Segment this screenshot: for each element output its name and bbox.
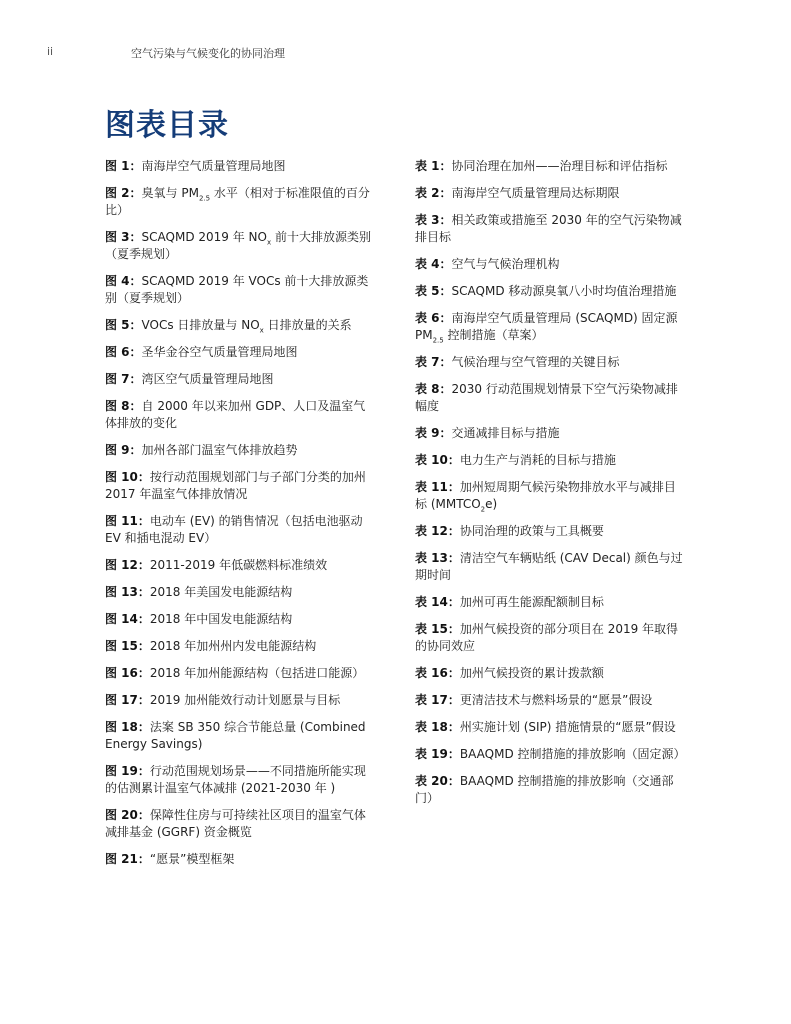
- figure-entry-text: SCAQMD 2019 年 NO: [141, 230, 267, 244]
- table-entry[interactable]: [415, 621, 687, 655]
- figure-entry[interactable]: [105, 807, 377, 841]
- figure-list: [105, 158, 377, 878]
- table-entry-label: 表 4：: [415, 257, 452, 271]
- figure-entry[interactable]: [105, 229, 377, 263]
- figure-entry-text: 2019 加州能效行动计划愿景与目标: [149, 693, 341, 707]
- figure-entry-text: 保障性住房与可持续社区项目的温室气体减排基金 (GGRF) 资金概览: [105, 808, 366, 839]
- table-entry-subscript: 2.5: [432, 336, 444, 345]
- table-list: [415, 158, 687, 817]
- figure-entry-text: VOCs 日排放量与 NO: [141, 318, 260, 332]
- table-entry-text: 州实施计划 (SIP) 措施情景的“愿景”假设: [459, 720, 676, 734]
- figure-entry-text: 2018 年中国发电能源结构: [149, 612, 293, 626]
- figure-entry-label: 图 4：: [105, 274, 142, 288]
- table-entry-label: 表 19：: [415, 747, 460, 761]
- figure-entry[interactable]: [105, 638, 377, 655]
- figure-entry-text: 自 2000 年以来加州 GDP、人口及温室气体排放的变化: [105, 399, 366, 430]
- figure-entry-text-continued: 前十大排放源类别（夏季规划）: [105, 230, 371, 261]
- figure-entry-label: 图 18：: [105, 720, 150, 734]
- table-entry-text: 空气与气候治理机构: [451, 257, 560, 271]
- figure-entry-subscript: x: [259, 326, 264, 335]
- table-entry-label: 表 20：: [415, 774, 460, 788]
- figure-entry-text: 行动范围规划场景——不同措施所能实现的估测累计温室气体减排 (2021-2030 年 ): [105, 764, 366, 795]
- page-header: [0, 45, 791, 61]
- table-entry[interactable]: [415, 452, 687, 469]
- table-entry-text: 加州短周期气候污染物排放水平与减排目标 (MMTCO: [415, 480, 676, 511]
- table-entry-text: 清洁空气车辆贴纸 (CAV Decal) 颜色与过期时间: [415, 551, 683, 582]
- figure-entry-text-continued: 日排放量的关系: [263, 318, 352, 332]
- table-entry-label: 表 9：: [415, 426, 452, 440]
- table-entry[interactable]: [415, 479, 687, 513]
- figure-entry[interactable]: [105, 398, 377, 432]
- figure-entry-text: 按行动范围规划部门与子部门分类的加州 2017 年温室气体排放情况: [105, 470, 366, 501]
- figure-entry[interactable]: [105, 344, 377, 361]
- table-entry-text: 协同治理的政策与工具概要: [459, 524, 604, 538]
- figure-entry-label: 图 8：: [105, 399, 142, 413]
- table-entry-text: 2030 行动范围规划情景下空气污染物减排幅度: [415, 382, 678, 413]
- table-entry[interactable]: [415, 354, 687, 371]
- table-entry-text: SCAQMD 移动源臭氧八小时均值治理措施: [451, 284, 677, 298]
- table-entry[interactable]: [415, 550, 687, 584]
- table-entry-text: 交通减排目标与措施: [451, 426, 560, 440]
- figure-entry-text: 臭氧与 PM: [141, 186, 199, 200]
- figure-entry-subscript: 2.5: [198, 194, 211, 203]
- figure-entry-label: 图 19：: [105, 764, 150, 778]
- table-entry-label: 表 10：: [415, 453, 460, 467]
- table-entry[interactable]: [415, 692, 687, 709]
- figure-entry[interactable]: [105, 692, 377, 709]
- figure-entry-text: 加州各部门温室气体排放趋势: [141, 443, 298, 457]
- table-entry[interactable]: [415, 185, 687, 202]
- figure-entry-label: 图 7：: [105, 372, 142, 386]
- figure-entry[interactable]: [105, 584, 377, 601]
- figure-entry-text: SCAQMD 2019 年 VOCs 前十大排放源类别（夏季规划）: [105, 274, 369, 305]
- figure-entry-label: 图 3：: [105, 230, 142, 244]
- table-entry-text: BAAQMD 控制措施的排放影响（固定源）: [459, 747, 686, 761]
- figure-entry-label: 图 5：: [105, 318, 142, 332]
- figure-entry-subscript: x: [266, 238, 272, 247]
- figure-entry-label: 图 11：: [105, 514, 150, 528]
- table-entry[interactable]: [415, 425, 687, 442]
- figure-entry[interactable]: [105, 158, 377, 175]
- figure-entry[interactable]: [105, 763, 377, 797]
- figure-entry-text: 法案 SB 350 综合节能总量 (Combined Energy Savings): [105, 720, 366, 751]
- table-entry-label: 表 15：: [415, 622, 460, 636]
- table-entry-label: 表 18：: [415, 720, 460, 734]
- table-entry-text: 气候治理与空气管理的关键目标: [451, 355, 620, 369]
- table-entry-text: 更清洁技术与燃料场景的“愿景”假设: [459, 693, 653, 707]
- table-entry[interactable]: [415, 381, 687, 415]
- figure-entry-label: 图 10：: [105, 470, 150, 484]
- figure-entry-text: 圣华金谷空气质量管理局地图: [141, 345, 298, 359]
- figure-entry-label: 图 2：: [105, 186, 142, 200]
- page-number: ii: [47, 45, 54, 58]
- table-entry-label: 表 7：: [415, 355, 452, 369]
- table-entry-text: 协同治理在加州——治理目标和评估指标: [451, 159, 668, 173]
- table-entry-label: 表 17：: [415, 693, 460, 707]
- figure-entry-text: 2018 年加州州内发电能源结构: [149, 639, 317, 653]
- table-entry-text: 电力生产与消耗的目标与措施: [459, 453, 616, 467]
- running-title: 空气污染与气候变化的协同治理: [131, 47, 285, 60]
- figure-entry-label: 图 14：: [105, 612, 150, 626]
- table-entry[interactable]: [415, 256, 687, 273]
- page-title: 图表目录: [105, 108, 229, 143]
- figure-entry[interactable]: [105, 317, 377, 334]
- figure-entry-label: 图 1：: [105, 159, 142, 173]
- table-entry[interactable]: [415, 665, 687, 682]
- figure-entry[interactable]: [105, 185, 377, 219]
- table-entry-text: 加州可再生能源配额制目标: [459, 595, 604, 609]
- figure-entry-text: “愿景”模型框架: [149, 852, 235, 866]
- figure-entry[interactable]: [105, 469, 377, 503]
- table-entry[interactable]: [415, 283, 687, 300]
- table-entry[interactable]: [415, 594, 687, 611]
- table-entry-text: 加州气候投资的部分项目在 2019 年取得的协同效应: [415, 622, 679, 653]
- figure-entry-text: 2018 年加州能源结构（包括进口能源）: [149, 666, 365, 680]
- figure-entry-text: 电动车 (EV) 的销售情况（包括电池驱动 EV 和插电混动 EV）: [105, 514, 363, 545]
- figure-entry[interactable]: [105, 665, 377, 682]
- figure-entry[interactable]: [105, 371, 377, 388]
- figure-entry-label: 图 15：: [105, 639, 150, 653]
- figure-entry-label: 图 6：: [105, 345, 142, 359]
- figure-entry[interactable]: [105, 442, 377, 459]
- figure-entry[interactable]: [105, 719, 377, 753]
- table-entry-text-continued: 控制措施（草案）: [443, 328, 544, 342]
- figure-entry-text: 2011-2019 年低碳燃料标准绩效: [149, 558, 328, 572]
- table-entry-text: 南海岸空气质量管理局达标期限: [451, 186, 620, 200]
- table-entry-text: 加州气候投资的累计拨款额: [459, 666, 604, 680]
- figure-entry[interactable]: [105, 513, 377, 547]
- table-entry-label: 表 11：: [415, 480, 460, 494]
- figure-entry-label: 图 9：: [105, 443, 142, 457]
- table-entry-text: 相关政策或措施至 2030 年的空气污染物减排目标: [415, 213, 682, 244]
- table-entry-label: 表 12：: [415, 524, 460, 538]
- figure-entry[interactable]: [105, 557, 377, 574]
- table-entry[interactable]: [415, 523, 687, 540]
- table-entry-text-continued: e): [485, 497, 498, 511]
- table-entry[interactable]: [415, 746, 687, 763]
- table-entry-label: 表 6：: [415, 311, 452, 325]
- figure-entry-text: 南海岸空气质量管理局地图: [141, 159, 286, 173]
- table-entry-label: 表 2：: [415, 186, 452, 200]
- table-entry[interactable]: [415, 310, 687, 344]
- table-entry-label: 表 16：: [415, 666, 460, 680]
- figure-entry[interactable]: [105, 611, 377, 628]
- figure-entry-label: 图 13：: [105, 585, 150, 599]
- figure-entry-text: 2018 年美国发电能源结构: [149, 585, 293, 599]
- table-entry-label: 表 8：: [415, 382, 452, 396]
- figure-entry-label: 图 21：: [105, 852, 150, 866]
- table-entry[interactable]: [415, 719, 687, 736]
- table-entry-label: 表 5：: [415, 284, 452, 298]
- figure-entry[interactable]: [105, 851, 377, 868]
- table-entry-text: BAAQMD 控制措施的排放影响（交通部门）: [415, 774, 674, 805]
- figure-entry-label: 图 20：: [105, 808, 150, 822]
- figure-entry-label: 图 17：: [105, 693, 150, 707]
- table-entry-label: 表 1：: [415, 159, 452, 173]
- figure-entry[interactable]: [105, 273, 377, 307]
- table-entry-label: 表 14：: [415, 595, 460, 609]
- figure-entry-label: 图 16：: [105, 666, 150, 680]
- table-entry[interactable]: [415, 773, 687, 807]
- table-entry-text: 南海岸空气质量管理局 (SCAQMD) 固定源 PM: [415, 311, 678, 342]
- table-entry-label: 表 3：: [415, 213, 452, 227]
- table-entry[interactable]: [415, 212, 687, 246]
- figure-entry-label: 图 12：: [105, 558, 150, 572]
- figure-entry-text-continued: 水平（相对于标准限值的百分比）: [105, 186, 370, 217]
- table-entry-subscript: 2: [480, 505, 486, 514]
- table-entry-label: 表 13：: [415, 551, 460, 565]
- table-entry[interactable]: [415, 158, 687, 175]
- figure-entry-text: 湾区空气质量管理局地图: [141, 372, 274, 386]
